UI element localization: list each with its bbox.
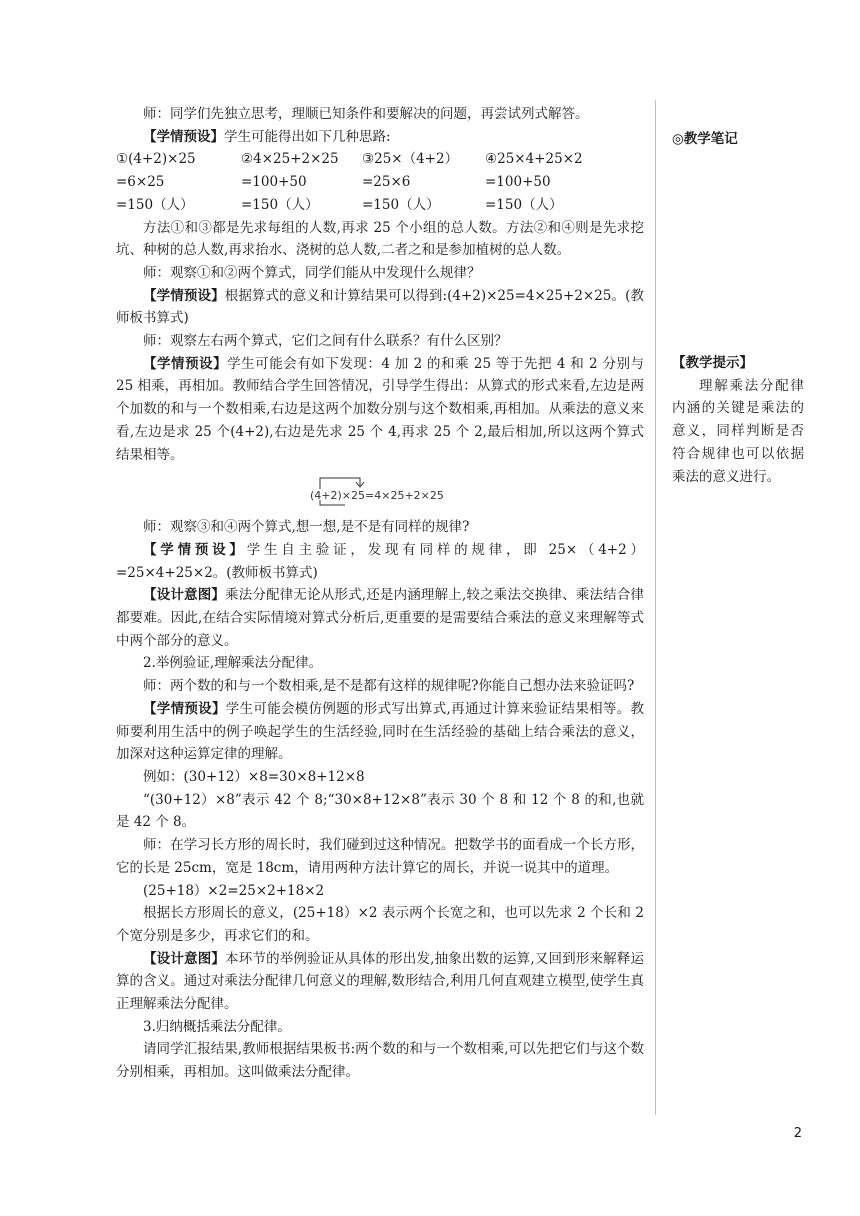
label-xueqing: 【学情预设】 — [143, 355, 228, 372]
calc-cell: =150（人） — [116, 196, 194, 213]
calc-cell: ①(4+2)×25 — [116, 151, 196, 168]
paragraph: 师：两个数的和与一个数相乘,是不是都有这样的规律呢?你能自己想办法来验证吗? — [143, 678, 635, 695]
paragraph: 师：观察③和④两个算式,想一想,是不是有同样的规律? — [143, 519, 470, 536]
calc-cell: =150（人） — [485, 196, 563, 213]
paragraph: 根据长方形周长的意义，(25+18）×2 表示两个长宽之和，也可以先求 2 个长和 2 个宽分别是多少，再求它们的和。 — [116, 905, 644, 944]
calc-cell: =6×25 — [116, 174, 165, 191]
paragraph-text: 学生自主验证，发现有同样的规律，即 25×（4+2）=25×4+25×2。(教师板书算式) — [116, 541, 644, 581]
figure-bracket — [320, 478, 360, 489]
figure-svg — [310, 474, 460, 508]
label-xueqing: 【学情预设】 — [143, 700, 226, 717]
calculation-grid — [116, 148, 644, 216]
paragraph — [116, 539, 644, 584]
paragraph: 师：观察左右两个算式，它们之间有什么联系？有什么区别？ — [143, 333, 508, 350]
paragraph-text: 学生可能会模仿例题的形式写出算式,再通过计算来验证结果相等。教师要利用生活中的例子唤起学生的生活经验,同时在生活经验的基础上结合乘法的意义，加深对这种运算定律的理解。 — [116, 700, 645, 763]
calc-cell: =150（人） — [362, 196, 440, 213]
paragraph — [116, 353, 644, 467]
calc-cell: =100+50 — [485, 174, 551, 191]
paragraph: (25+18）×2=25×2+18×2 — [143, 882, 325, 899]
paragraph: 例如：(30+12）×8=30×8+12×8 — [143, 768, 365, 785]
label-sheji: 【设计意图】 — [143, 587, 226, 604]
calc-cell: =150（人） — [241, 196, 319, 213]
teaching-tip — [672, 352, 804, 488]
label-xueqing: 【学情预设】 — [143, 287, 225, 304]
page-number: 2 — [793, 1126, 802, 1141]
section-heading: 3.归纳概括乘法分配律。 — [143, 1018, 291, 1035]
paragraph-text: 学生可能得出如下几种思路: — [224, 128, 391, 145]
figure-equation: (4+2)×25=4×25+2×25 — [310, 489, 444, 503]
paragraph-text: 学生可能会有如下发现：4 加 2 的和乘 25 等于先把 4 和 2 分别与 25 相乘，再相加。教师结合学生回答情况，引导学生得出：从算式的形式来看,左边是两个加数的和与一个数相乘,右边是这两个加数分别与这个数相乘,再相加。从乘法的意义来看,左边是求 25 个(4+2),右边是先求 25 个 4,再求 25 个 2,最后相加,所以这两个算式结果相等。 — [116, 355, 645, 463]
tip-text: 理解乘法分配律内涵的关键是乘法的意义，同样判断是否符合规律也可以依据乘法的意义进行。 — [672, 377, 804, 485]
column-divider — [655, 100, 656, 1115]
label-sheji: 【设计意图】 — [143, 950, 226, 967]
calc-cell: ③25×（4+2） — [362, 151, 459, 168]
calc-cell: =25×6 — [362, 174, 411, 191]
paragraph: 师：同学们先独立思考，理顺已知条件和要解决的问题，再尝试列式解答。 — [143, 106, 589, 122]
paragraph: 请同学汇报结果,教师根据结果板书:两个数的和与一个数相乘,可以先把它们与这个数分别相乘，再相加。这叫做乘法分配律。 — [116, 1041, 644, 1081]
paragraph — [116, 285, 644, 330]
paragraph-text: 根据算式的意义和计算结果可以得到:(4+2)×25=4×25+2×25。(教师板书算式) — [116, 287, 645, 327]
paragraph — [116, 584, 644, 652]
paragraph-text: 乘法分配律无论从形式,还是内涵理解上,较之乘法交换律、乘法结合律都要难。因此,在结合实际情境对算式分析后,更重要的是需要结合乘法的意义来理解等式中两个部分的意义。 — [116, 587, 644, 649]
paragraph: 方法①和③都是先求每组的人数,再求 25 个小组的总人数。方法②和④则是先求挖坑、种树的总人数,再求抬水、浇树的总人数,二者之和是参加植树的总人数。 — [116, 219, 644, 259]
label-xueqing: 【学情预设】 — [143, 541, 247, 558]
tip-title: 【教学提示】 — [672, 355, 753, 371]
paragraph: 师：观察①和②两个算式，同学们能从中发现什么规律？ — [143, 264, 481, 281]
label-xueqing: 【学情预设】 — [143, 128, 224, 145]
teaching-notes-title: ◎教学笔记 — [672, 131, 738, 147]
paragraph — [116, 698, 644, 766]
paragraph: 师：在学习长方形的周长时，我们碰到过这种情况。把数学书的面看成一个长方形，它的长是 25cm，宽是 18cm，请用两种方法计算它的周长，并说一说其中的道理。 — [116, 837, 644, 876]
distributive-law-figure — [116, 466, 644, 516]
calc-cell: ④25×4+25×2 — [485, 151, 583, 168]
paragraph — [116, 948, 644, 1016]
calc-cell: ②4×25+2×25 — [241, 151, 339, 168]
paragraph: “(30+12）×8”表示 42 个 8;“30×8+12×8”表示 30 个 8 和 12 个 8 的和,也就是 42 个 8。 — [116, 791, 644, 831]
section-heading: 2.举例验证,理解乘法分配律。 — [143, 655, 323, 672]
calc-cell: =100+50 — [241, 174, 307, 191]
main-content — [116, 103, 644, 1084]
paragraph-text: 本环节的举例验证从具体的形出发,抽象出数的运算,又回到形来解释运算的含义。通过对乘法分配律几何意义的理解,数形结合,利用几何直观建立模型,使学生真正理解乘法分配律。 — [116, 950, 644, 1013]
paragraph — [116, 126, 644, 149]
